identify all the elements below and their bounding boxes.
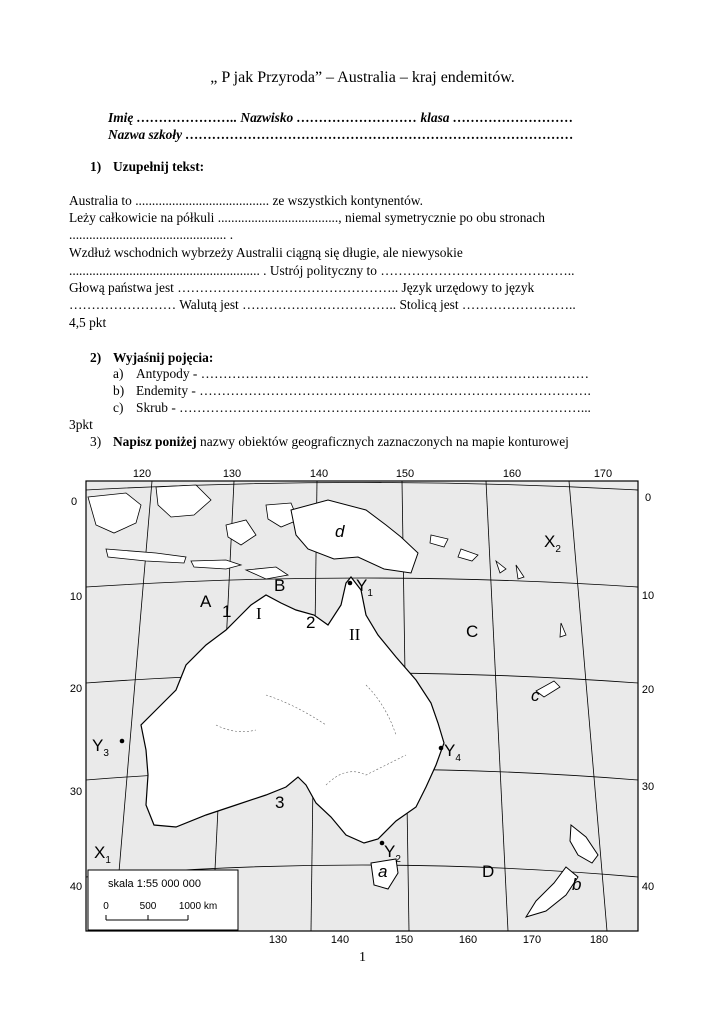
- scale-box: [88, 870, 238, 930]
- y-letter: Y: [356, 576, 368, 595]
- lon-label: 150: [395, 468, 415, 480]
- document-title: „ P jak Przyroda” – Australia – kraj endemitów.: [210, 69, 515, 86]
- label-D: D: [482, 862, 495, 881]
- label-d: d: [335, 522, 345, 541]
- lon-label: 140: [309, 468, 329, 480]
- task2-points: 3pkt: [69, 417, 93, 432]
- x-letter: X: [544, 532, 556, 551]
- lon-label: 120: [132, 468, 152, 480]
- lat-label: 20: [69, 683, 83, 695]
- task1-line: Leży całkowicie na półkuli ...................................., niemal symetrycznie po obu stronach: [69, 210, 545, 225]
- lat-label: 20: [641, 684, 655, 696]
- label-2: 2: [306, 613, 316, 632]
- task2-marker: b): [113, 383, 125, 398]
- task1-points: 4,5 pkt: [69, 315, 107, 330]
- contour-map: [66, 465, 655, 947]
- lon-label: 160: [502, 468, 522, 480]
- y-subscript: 1: [367, 588, 373, 599]
- lon-label: 130: [222, 468, 242, 480]
- lat-label: 10: [69, 591, 83, 603]
- x-subscript: 1: [105, 855, 111, 866]
- task2-item-skrub: Skrub - ………………………………………………………………………………...: [136, 400, 591, 415]
- label-1: 1: [222, 602, 232, 621]
- page-number: 1: [359, 950, 366, 965]
- y-subscript: 2: [395, 854, 401, 865]
- task1-line: ......................................................... . Ustrój polityczny to ……………………………………..: [69, 263, 575, 278]
- latitude-labels-right: [642, 492, 654, 893]
- task3-number: 3): [90, 434, 102, 449]
- lat-label: 30: [641, 781, 655, 793]
- scale-tick-1000: 1000 km: [178, 901, 218, 912]
- marker-Y4-point: [439, 746, 444, 751]
- student-info-line: Imię ………………….. Nazwisko ……………………… klasa ………………………: [108, 110, 574, 125]
- lon-label: 170: [593, 468, 613, 480]
- task2-item-antypody: Antypody - ……………………………………………………………………………: [136, 366, 590, 381]
- y-subscript: 3: [103, 748, 109, 759]
- lon-label: 170: [522, 934, 542, 946]
- lon-label: 130: [268, 934, 288, 946]
- scale-title: skala 1:55 000 000: [108, 878, 201, 890]
- y-letter: Y: [384, 842, 396, 861]
- label-I: I: [256, 604, 262, 623]
- task3-text: [113, 434, 569, 450]
- x-letter: X: [94, 843, 106, 862]
- task2-item-endemity: Endemity - …………………………………………………………………………….: [136, 383, 591, 398]
- task3-bold: Napisz poniżej: [113, 434, 197, 449]
- task1-line: Wzdłuż wschodnich wybrzeży Australii ciągną się długie, ale niewysokie: [69, 245, 463, 260]
- task1-heading: Uzupełnij tekst:: [113, 159, 205, 174]
- label-b: b: [572, 875, 582, 894]
- task1-number: 1): [90, 159, 102, 174]
- label-c: c: [531, 686, 540, 705]
- lat-label: 0: [70, 496, 78, 508]
- lat-label: 30: [69, 786, 83, 798]
- label-B: B: [274, 576, 286, 595]
- task1-line: Australia to ........................................ ze wszystkich kontynentów.: [69, 193, 423, 208]
- lat-label: 40: [641, 881, 655, 893]
- task2-number: 2): [90, 350, 102, 365]
- label-3: 3: [275, 793, 285, 812]
- lon-label: 150: [394, 934, 414, 946]
- task3-rest: nazwy obiektów geograficznych zaznaczonych na mapie konturowej: [196, 434, 569, 449]
- y-letter: Y: [92, 736, 104, 755]
- lat-label: 0: [644, 492, 652, 504]
- x-subscript: 2: [555, 544, 561, 555]
- label-A: A: [200, 592, 212, 611]
- task1-line: …………………… Walutą jest …………………………….. Stolicą jest ……………………..: [69, 297, 576, 312]
- scale-tick-500: 500: [139, 901, 157, 912]
- task2-marker: a): [113, 366, 124, 381]
- lon-label: 140: [330, 934, 350, 946]
- label-a: a: [378, 862, 388, 881]
- y-letter: Y: [444, 741, 456, 760]
- marker-Y3-point: [120, 739, 125, 744]
- school-name-line: Nazwa szkoły ……………………………………………………………………………: [108, 127, 574, 142]
- lon-label: 180: [589, 934, 609, 946]
- y-subscript: 4: [455, 753, 461, 764]
- task2-heading: Wyjaśnij pojęcia:: [113, 350, 214, 365]
- label-II: II: [349, 625, 361, 644]
- marker-Y1-point: [348, 581, 353, 586]
- label-C: C: [466, 622, 479, 641]
- lat-label: 10: [641, 590, 655, 602]
- scale-tick-0: 0: [103, 901, 109, 912]
- task1-line: Głową państwa jest ………………………………………….. Język urzędowy to język: [69, 280, 535, 295]
- lon-label: 160: [458, 934, 478, 946]
- task1-line: ............................................... .: [69, 227, 234, 242]
- task2-marker: c): [113, 400, 124, 415]
- lat-label: 40: [69, 881, 83, 893]
